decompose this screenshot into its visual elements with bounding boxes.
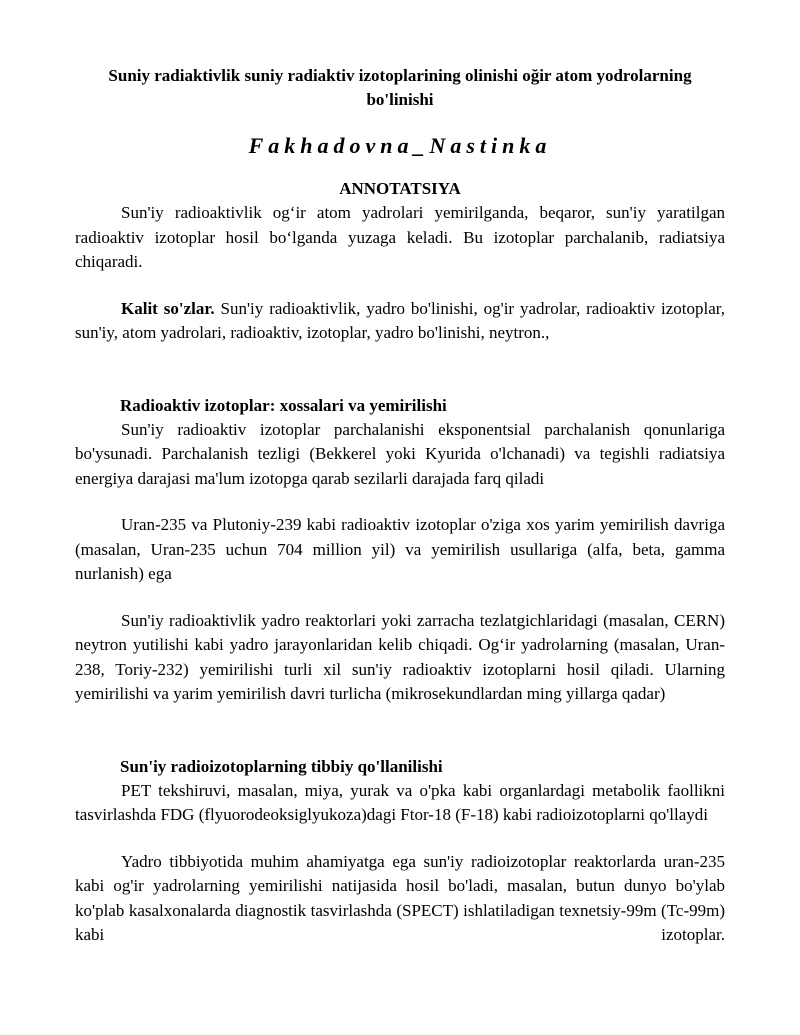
spacer (75, 587, 725, 609)
author-name: Fakhadovna_Nastinka (248, 133, 552, 158)
spacer (75, 828, 725, 850)
annotation-text: Sun'iy radioaktivlik og‘ir atom yadrolari yemirilganda, beqaror, sun'iy yaratilgan radioaktiv izotoplar hosil bo‘lganda yuzaga keladi. Bu izotoplar parchalanib, radiatsiya chiqaradi. (75, 203, 725, 271)
keywords-label: Kalit so'zlar. (121, 298, 215, 318)
spacer (75, 707, 725, 755)
section2-paragraph: Yadro tibbiyotida muhim ahamiyatga ega sun'iy radioizotoplar reaktorlarda uran-235 kabi og'ir yadrolarning yemirilishi natijasida hosil bo'ladi, masalan, butun dunyo bo'ylab ko'plab kasalxonalarda diagnostik tasvirlashda (SPECT) ishlatiladigan texnetsiy-99m (Tc-99m) kabi izotoplar. (75, 851, 725, 944)
section-heading-medical: Sun'iy radioizotoplarning tibbiy qo'llanilishi (120, 756, 443, 776)
document-page (75, 64, 725, 948)
spacer (75, 275, 725, 297)
document-title: Suniy radiaktivlik suniy radiaktiv izotoplarining olinishi oğir atom yodrolarning bo'linishi (108, 66, 692, 109)
keywords-paragraph (75, 297, 725, 346)
section1-paragraph: Sun'iy radioaktiv izotoplar parchalanishi eksponentsial parchalanish qonunlariga bo'ysunadi. Parchalanish tezligi (Bekkerel yoki Kyurida o'lchanadi) va tegishli radiatsiya energiya darajasi ma'lum izotopga qarab sezilarli darajada farq qiladi (75, 419, 725, 488)
section2-paragraph: PET tekshiruvi, masalan, miya, yurak va o'pka kabi organlardagi metabolik faollikni tasvirlashda FDG (flyuorodeoksiglyukoza)dagi Ftor-18 (F-18) kabi radioizotoplarni qo'llaydi (75, 780, 725, 824)
section1-paragraph: Sun'iy radioaktivlik yadro reaktorlari yoki zarracha tezlatgichlaridagi (masalan, CERN) neytron yutilishi kabi yadro jarayonlaridan kelib chiqadi. Og‘ir yadrolarning (masalan, Uran-238, Toriy-232) yemirilishi turli xil sun'iy radioaktiv izotoplarni hosil qiladi. Ularning yemirilishi va yarim yemirilish davri turlicha (mikrosekundlardan ming yillarga qadar) (75, 610, 725, 703)
annotation-heading: ANNOTATSIYA (339, 179, 461, 198)
spacer (75, 491, 725, 513)
spacer (75, 346, 725, 394)
section1-paragraph: Uran-235 va Plutoniy-239 kabi radioaktiv izotoplar o'ziga xos yarim yemirilish davriga (masalan, Uran-235 uchun 704 million yil) va yemirilish usullariga (alfa, beta, gamma nurlanish) ega (75, 515, 725, 583)
keywords-text: Sun'iy radioaktivlik, yadro bo'linishi, og'ir yadrolar, radioaktiv izotoplar, sun'iy, atom yadrolari, radioaktiv, izotoplar, yadro bo'linishi, neytron., (75, 298, 725, 342)
section-heading-isotopes: Radioaktiv izotoplar: xossalari va yemirilishi (120, 395, 447, 415)
